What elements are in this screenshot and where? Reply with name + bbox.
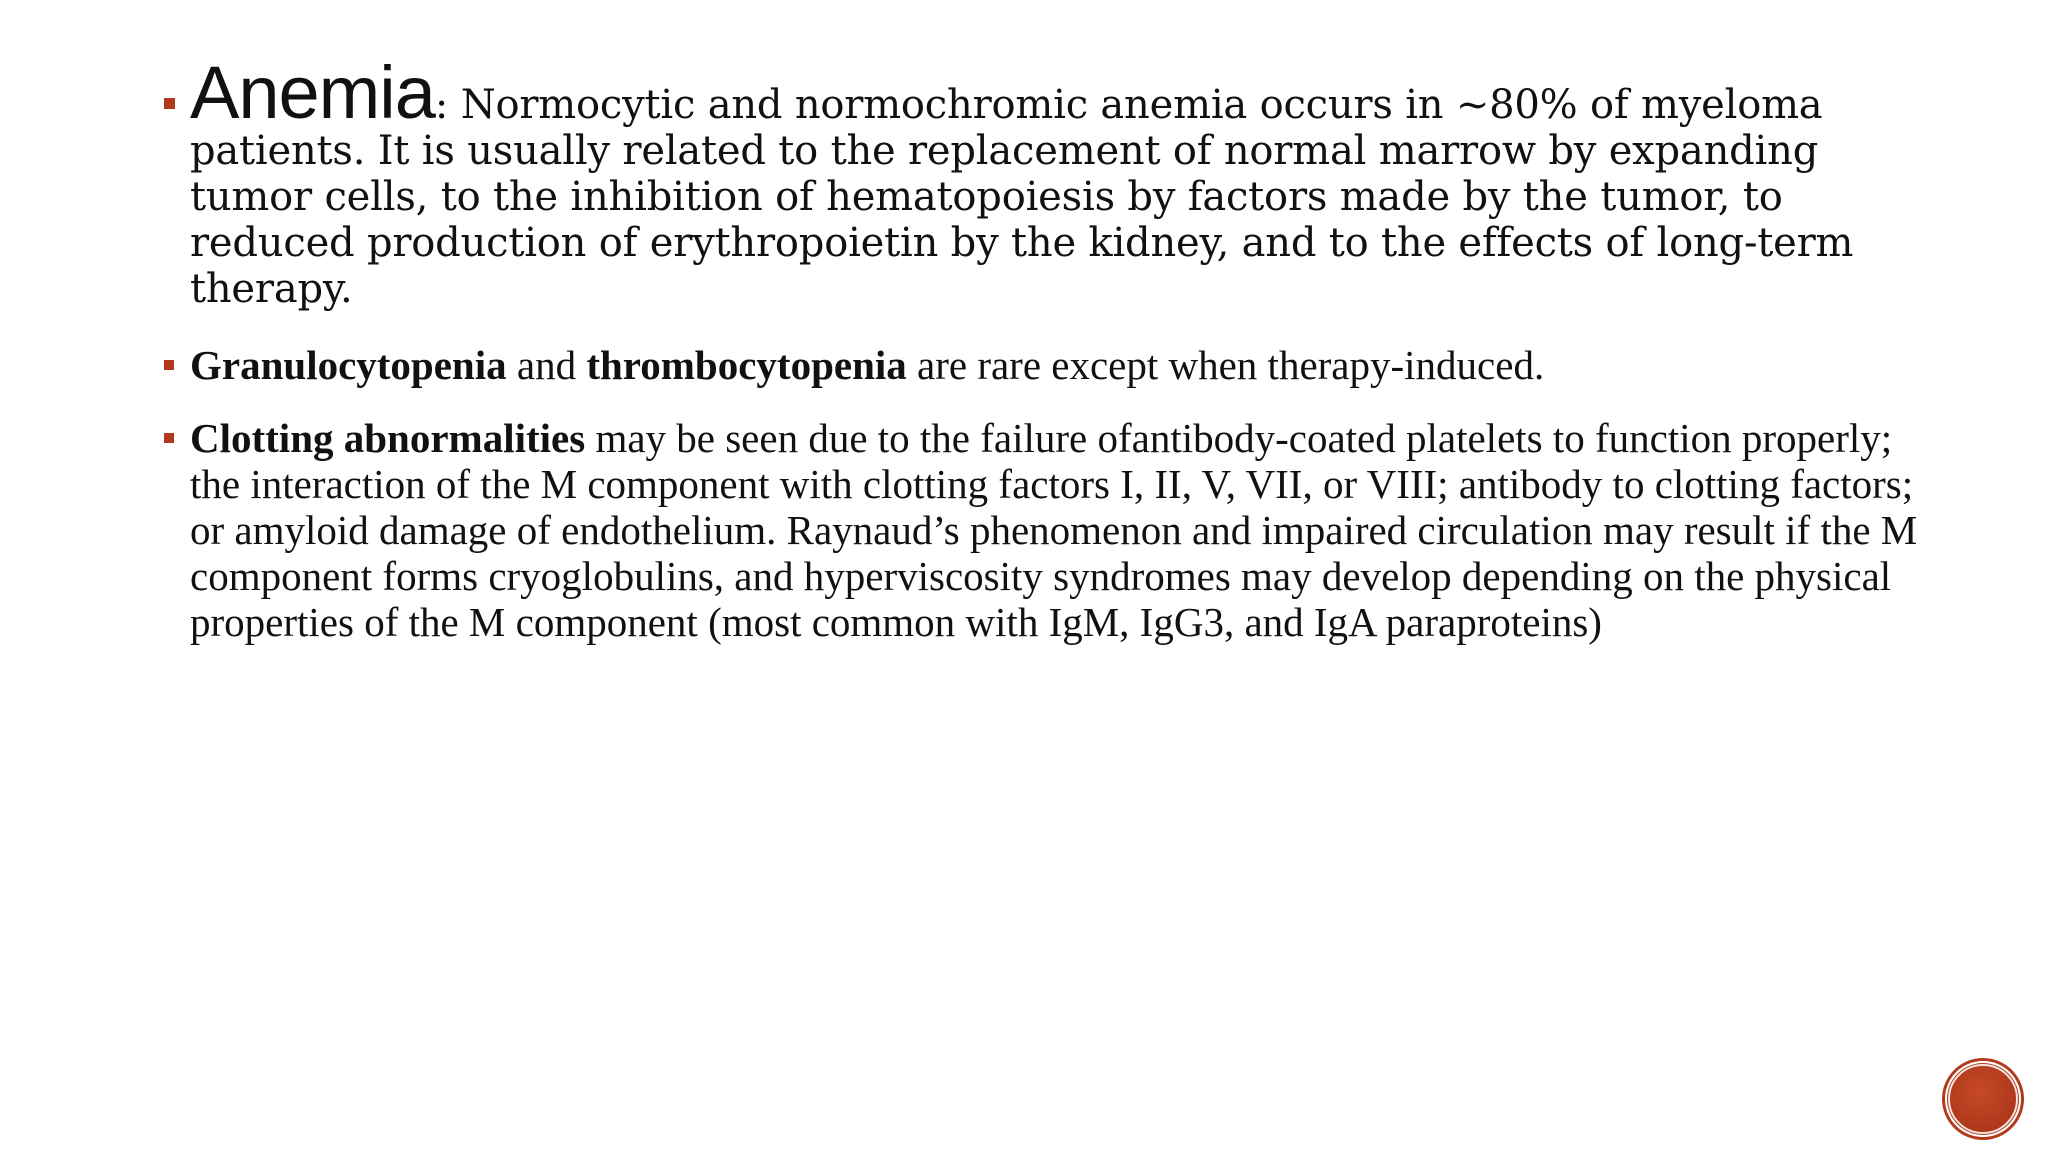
bullet-cytopenia	[158, 342, 1928, 388]
bullet-bold-term: Clotting abnormalities	[190, 415, 586, 461]
bullet-bold-term: Granulocytopenia	[190, 342, 507, 388]
square-bullet-icon	[164, 433, 174, 443]
bullet-list	[158, 51, 1928, 645]
bullet-heading: Anemia	[190, 51, 435, 134]
bullet-anemia	[158, 51, 1928, 312]
bullet-text: : Normocytic and normochromic anemia occurs in ~80% of myeloma patients. It is usually related to the replacement of normal marrow by expanding tumor cells, to the inhibition of hematopoiesis by factors made by the tumor, to reduced production of erythropoietin by the kidney, and to the effects of long-term therapy.	[190, 82, 1854, 312]
bullet-bold-term: thrombocytopenia	[586, 342, 907, 388]
bullet-text: may be seen due to the failure ofantibody-coated platelets to function properly; the interaction of the M component with clotting factors I, II, V, VII, or VIII; antibody to clotting factors; or amyloid damage of endothelium. Raynaud’s phenomenon and impaired circulation may result if the M component forms cryoglobulins, and hyperviscosity syndromes may develop depending on the physical properties of the M component (most common with IgM, IgG3, and IgA paraproteins)	[190, 415, 1918, 645]
square-bullet-icon	[164, 360, 174, 370]
square-bullet-icon	[164, 98, 175, 109]
bullet-clotting	[158, 415, 1928, 645]
bullet-text: and	[506, 342, 587, 388]
bullet-text: are rare except when therapy-induced.	[906, 342, 1545, 388]
circle-nav-icon[interactable]	[1945, 1061, 2021, 1137]
